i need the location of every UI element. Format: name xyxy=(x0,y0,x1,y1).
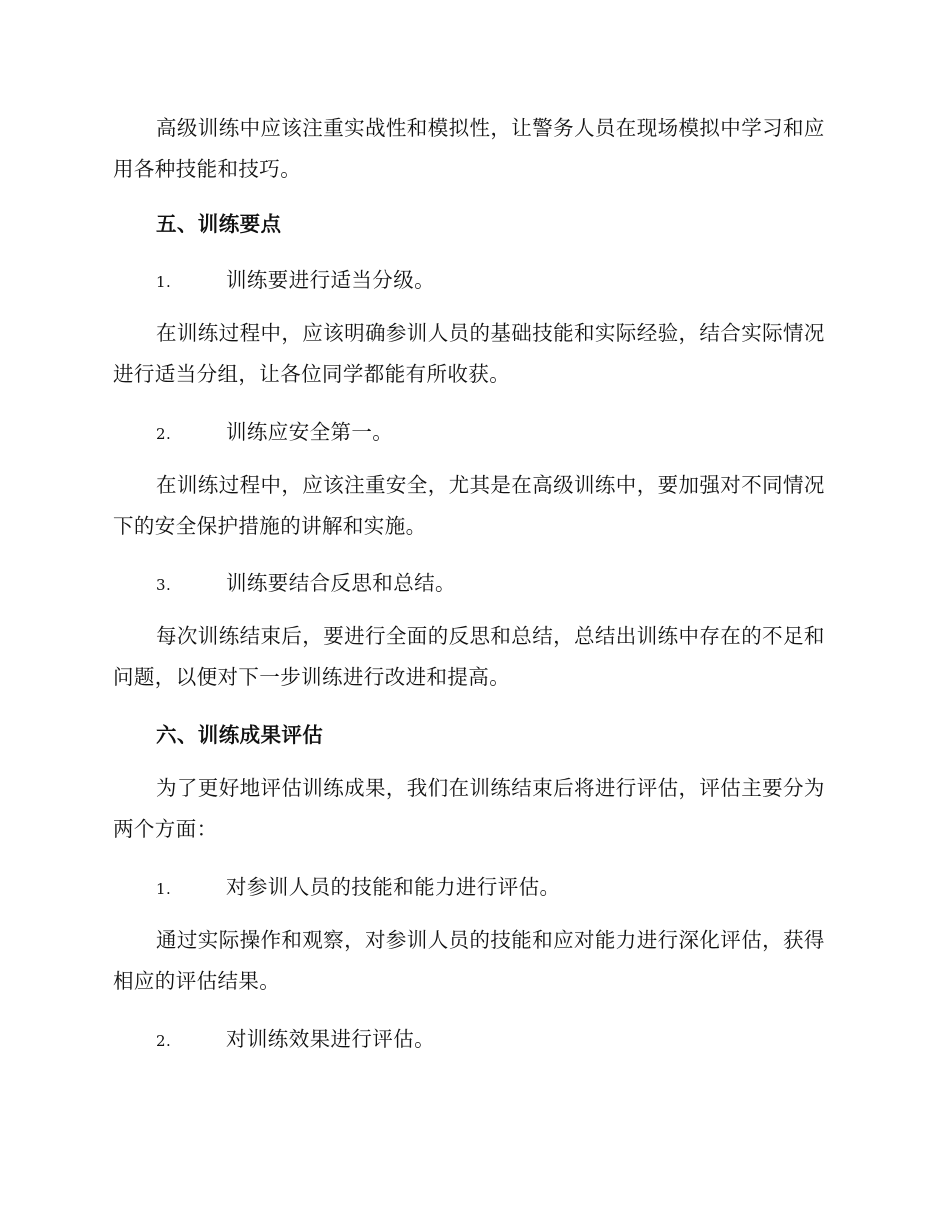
list-item-effect-assessment xyxy=(156,1024,836,1056)
list-item-reflection xyxy=(156,568,836,600)
list-item-text: 训练应安全第一。 xyxy=(226,420,394,444)
section-heading-assessment: 六、训练成果评估 xyxy=(156,723,324,747)
paragraph-advanced-training: 高级训练中应该注重实战性和模拟性，让警务人员在现场模拟中学习和应用各种技能和技巧。 xyxy=(113,116,825,181)
list-number: 3. xyxy=(156,576,172,594)
list-item-text: 训练要进行适当分级。 xyxy=(226,268,435,292)
paragraph-skill-assessment: 通过实际操作和观察，对参训人员的技能和应对能力进行深化评估，获得相应的评估结果。 xyxy=(113,928,825,993)
list-number: 1. xyxy=(156,273,172,291)
list-item-text: 训练要结合反思和总结。 xyxy=(226,571,456,595)
list-number: 2. xyxy=(156,425,172,443)
list-item-text: 对参训人员的技能和能力进行评估。 xyxy=(226,875,561,899)
list-number: 1. xyxy=(156,880,172,898)
list-item-safety xyxy=(156,417,836,449)
list-item-text: 对训练效果进行评估。 xyxy=(226,1027,435,1051)
list-item-grading xyxy=(156,265,836,297)
paragraph-reflection: 每次训练结束后，要进行全面的反思和总结，总结出训练中存在的不足和问题，以便对下一步训练进行改进和提高。 xyxy=(113,624,825,689)
section-heading-training-points: 五、训练要点 xyxy=(156,212,282,236)
list-item-skill-assessment xyxy=(156,872,836,904)
paragraph-grouping: 在训练过程中，应该明确参训人员的基础技能和实际经验，结合实际情况进行适当分组，让各位同学都能有所收获。 xyxy=(113,321,825,386)
list-number: 2. xyxy=(156,1032,172,1050)
paragraph-safety: 在训练过程中，应该注重安全，尤其是在高级训练中，要加强对不同情况下的安全保护措施的讲解和实施。 xyxy=(113,473,825,538)
paragraph-assessment-intro: 为了更好地评估训练成果，我们在训练结束后将进行评估，评估主要分为两个方面： xyxy=(113,776,825,841)
